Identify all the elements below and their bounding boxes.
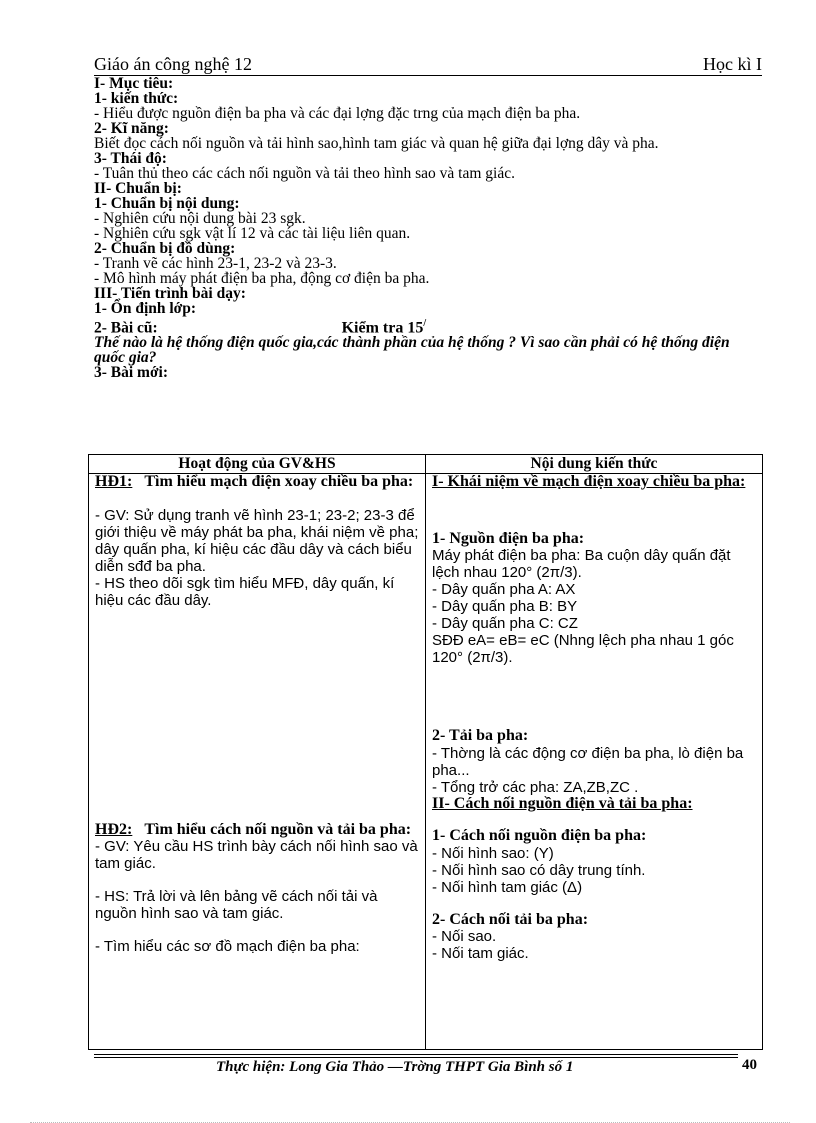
gv1-text: - GV: Sử dụng tranh vẽ hình 23-1; 23-2; 23-3 để giới thiệu về máy phát ba pha, khái niệm về pha; dây quấn pha, kí hiệu các đầu dây và cách biểu diễn sđđ ba pha. [95,506,419,575]
hd1-title: Tìm hiểu mạch điện xoay chiều ba pha: [144,473,414,490]
prep-tools-heading: 2- Chuẩn bị đồ dùng: [94,240,236,257]
header-semester: Học kì I [703,54,762,74]
load-title: 2- Tải ba pha: [432,727,529,744]
prep-content-heading: 1- Chuẩn bị nội dung: [94,195,240,212]
lesson-table [88,454,763,1050]
attitude-text: - Tuân thủ theo các cách nối nguồn và tải theo hình sao và tam giác. [94,165,515,182]
footer-rule-2 [94,1057,738,1058]
load-delta: - Nối tam giác. [432,945,529,962]
attitude-heading: 3- Thái độ: [94,150,167,167]
hd2-block [95,822,419,839]
hd1-block [95,474,419,491]
hd2-label: HĐ2: [95,820,133,838]
phase-a: - Dây quấn pha A: AX [432,581,576,598]
hs2-text: - HS: Trả lời và lên bảng vẽ cách nối tải và nguồn hình sao và tam giác. [95,888,378,922]
emf-text: SĐĐ eA= eB= eC (Nhng lệch pha nhau 1 góc 120° (2π/3). [432,632,734,666]
page-header [94,53,762,76]
footer-author: Thực hiện: Long Gia Thảo —Trờng THPT Gia Bình số 1 [216,1059,574,1075]
load-b: - Tổng trở các pha: ZA,ZB,ZC . [432,778,639,796]
footer-rule [94,1054,738,1055]
source-text: Máy phát điện ba pha: Ba cuộn dây quấn đặt lệch nhau 120° (2π/3). [432,547,731,581]
load-a: - Thờng là các động cơ điện ba pha, lò điện ba pha... [432,744,744,779]
conn-star: - Nối hình sao: (Y) [432,844,554,862]
prep-content-a: - Nghiên cứu nội dung bài 23 sgk. [94,210,306,227]
hs1-text: - HS theo dõi sgk tìm hiểu MFĐ, dây quấn, kí hiệu các đầu dây. [95,574,395,609]
lesson-plan-body [94,76,762,380]
activity-cell [89,474,426,1050]
hd2-title: Tìm hiểu cách nối nguồn và tải ba pha: [144,820,412,838]
source-title: 1- Nguồn điện ba pha: [432,529,585,547]
hd1-label: HĐ1: [95,473,133,490]
content-cell [426,474,763,1050]
skills-heading: 2- Kĩ năng: [94,120,169,137]
section-preparation-title: II- Chuẩn bị: [94,180,182,197]
col-activity-header: Hoạt động của GV&HS [89,455,426,474]
quiz-label: Kiểm tra 15/ [341,318,427,337]
prep-tools-a: - Tranh vẽ các hình 23-1, 23-2 và 23-3. [94,255,337,272]
knowledge-heading: 1- kiến thức: [94,90,179,107]
section-objectives-title: I- Mục tiêu: [94,75,174,92]
prep-tools-b: - Mô hình máy phát điện ba pha, động cơ điện ba pha. [94,270,430,287]
old-lesson-row [94,316,762,335]
section-procedure-title: III- Tiến trình bài dạy: [94,285,246,302]
header-title: Giáo án công nghệ 12 [94,54,252,74]
phase-c: - Dây quấn pha C: CZ [432,615,578,632]
conn-delta: - Nối hình tam giác (Δ) [432,878,583,896]
new-lesson-heading: 3- Bài mới: [94,364,169,382]
schema-text: - Tìm hiểu các sơ đồ mạch điện ba pha: [95,938,360,955]
source-conn-title: 1- Cách nối nguồn điện ba pha: [432,827,647,844]
load-star: - Nối sao. [432,928,497,945]
class-order-heading: 1- Ổn định lớp: [94,300,197,317]
col-content-header: Nội dung kiến thức [426,455,763,474]
page-number: 40 [742,1057,757,1073]
load-conn-title: 2- Cách nối tải ba pha: [432,910,589,928]
gv2-text: - GV: Yêu cầu HS trình bày cách nối hình sao và tam giác. [95,838,418,872]
connection-title: II- Cách nối nguồn điện và tải ba pha: [432,794,693,812]
phase-b: - Dây quấn pha B: BY [432,598,578,615]
prep-content-b: - Nghiên cứu sgk vật lí 12 và các tài liệu liên quan. [94,225,411,242]
quiz-question: Thế nào là hệ thống điện quốc gia,các thành phần của hệ thống ? Vì sao cần phải có hệ thống điện quốc gia? [94,334,730,367]
skills-text: Biết đọc cách nối nguồn và tải hình sao,hình tam giác và quan hệ giữa đại lợng dây và pha. [94,135,659,152]
conn-star-neutral: - Nối hình sao có dây trung tính. [432,861,646,879]
knowledge-text: - Hiểu được nguồn điện ba pha và các đại lợng đặc trng của mạch điện ba pha. [94,105,581,122]
concept-title: I- Khái niệm về mạch điện xoay chiều ba pha: [432,473,746,490]
old-lesson-heading: 2- Bài cũ: [94,319,158,337]
